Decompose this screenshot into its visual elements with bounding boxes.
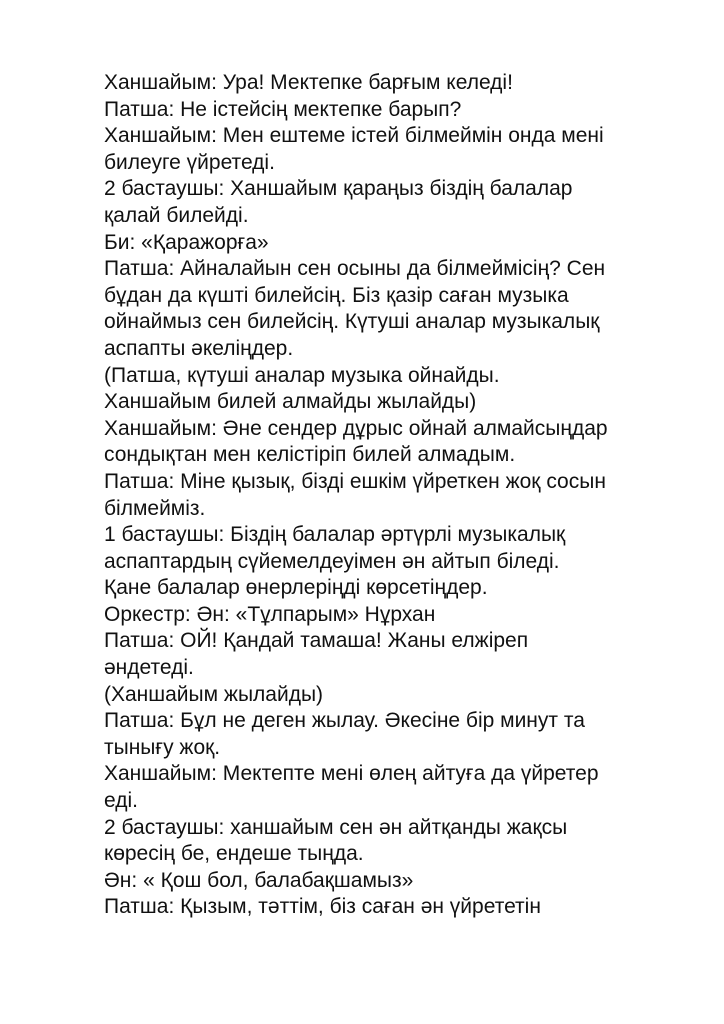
text-line: аспаптардың сүйемелдеуімен ән айтып біледі. — [104, 549, 560, 573]
text-line: Ханшайым: Мектепте мені өлең айтуға да үйретер — [104, 762, 599, 786]
text-line: Патша: Қызым, тәттім, біз саған ән үйрететін — [104, 895, 541, 919]
text-line: бұдан да күшті билейсің. Біз қазір саған музыка — [104, 283, 569, 307]
text-line: 2 бастаушы: Ханшайым қараңыз біздің балалар — [104, 177, 573, 201]
text-line: Ән: « Қош бол, балабақшамыз» — [104, 868, 414, 892]
text-line: қалай билейді. — [104, 203, 249, 227]
text-line: Патша: Айналайын сен осыны да білмеймісің? Сен — [104, 257, 606, 281]
text-line: Патша: Бұл не деген жылау. Әкесіне бір минут та — [104, 709, 585, 733]
text-line: 1 бастаушы: Біздің балалар әртүрлі музыкалық — [104, 523, 566, 547]
text-line: (Патша, күтуші аналар музыка ойнайды. — [104, 363, 500, 387]
text-line: білмейміз. — [104, 496, 206, 520]
text-line: билеуге үйретеді. — [104, 150, 275, 174]
text-line: Оркестр: Ән: «Тұлпарым» Нұрхан — [104, 602, 436, 626]
text-line: тынығу жоқ. — [104, 735, 221, 759]
text-line: сондықтан мен келістіріп билей алмадым. — [104, 443, 516, 467]
text-line: Ханшайым билей алмайды жылайды) — [104, 390, 477, 414]
text-line: Ханшайым: Мен ештеме істей білмеймін онда мені — [104, 124, 604, 148]
text-line: Патша: ОЙ! Қандай тамаша! Жаны елжіреп — [104, 629, 529, 653]
text-line: аспапты әкеліңдер. — [104, 336, 294, 360]
text-line: Патша: Не істейсің мектепке барып? — [104, 97, 462, 121]
text-line: Ханшайым: Әне сендер дұрыс ойнай алмайсыңдар — [104, 416, 608, 440]
text-line: Би: «Қаражорға» — [104, 230, 269, 254]
text-line: Қане балалар өнерлеріңді көрсетіңдер. — [104, 576, 488, 600]
text-line: еді. — [104, 789, 138, 813]
text-line: (Ханшайым жылайды) — [104, 682, 324, 706]
text-line: көресің бе, ендеше тыңда. — [104, 842, 364, 866]
text-line: ойнаймыз сен билейсің. Күтуші аналар музыкалық — [104, 310, 600, 334]
text-line: Патша: Міне қызық, бізді ешкім үйреткен жоқ сосын — [104, 469, 606, 493]
text-line: 2 бастаушы: ханшайым сен ән айтқанды жақсы — [104, 815, 568, 839]
text-line: әндетеді. — [104, 656, 194, 680]
document-page — [104, 70, 704, 921]
text-line: Ханшайым: Ура! Мектепке барғым келеді! — [104, 71, 513, 94]
